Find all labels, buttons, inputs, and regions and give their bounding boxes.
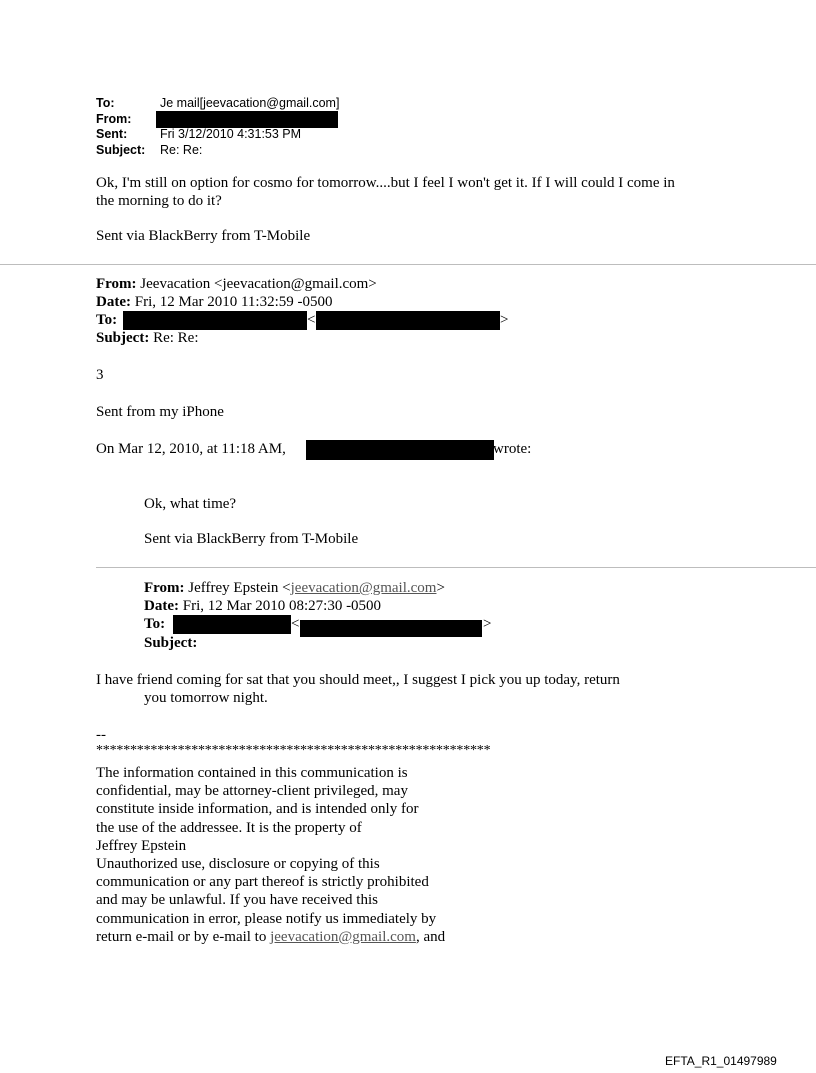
footer-dashes: -- xyxy=(96,727,106,743)
to-value: Je mail[jeevacation@gmail.com] xyxy=(160,96,340,110)
message3-body: Ok, what time? xyxy=(144,496,237,512)
message4-to xyxy=(144,616,165,633)
message4-to-open: < xyxy=(291,616,300,632)
message2-subject xyxy=(96,330,199,347)
message1-body-line1: Ok, I'm still on option for cosmo for tomorrow....but I feel I won't get it. If I will could I come in xyxy=(96,175,675,191)
message2-date-value: Fri, 12 Mar 2010 11:32:59 -0500 xyxy=(134,294,333,310)
message2-body: 3 xyxy=(96,367,104,383)
message4-body-line2: you tomorrow night. xyxy=(144,690,268,706)
message2-from-value: Jeevacation <jeevacation@gmail.com> xyxy=(140,276,377,292)
footer-last-suffix: , and xyxy=(415,928,446,945)
footer-line: Jeffrey Epstein xyxy=(96,837,187,854)
message2-to-label: To: xyxy=(96,312,118,328)
message4-subject xyxy=(144,635,197,652)
redaction-box xyxy=(300,620,482,637)
divider xyxy=(96,567,816,568)
message4-date-label: Date: xyxy=(144,598,179,614)
message4-date-value: Fri, 12 Mar 2010 08:27:30 -0500 xyxy=(182,598,382,614)
message2-quote-intro: On Mar 12, 2010, at 11:18 AM, xyxy=(96,441,286,457)
sent-value: Fri 3/12/2010 4:31:53 PM xyxy=(160,127,302,141)
message4-to-close: > xyxy=(483,616,492,632)
message3-signature: Sent via BlackBerry from T-Mobile xyxy=(144,531,359,547)
message4-to-label: To: xyxy=(144,616,166,632)
message4-date xyxy=(144,598,381,615)
message2-to xyxy=(96,312,117,329)
footer-line: The information contained in this communication is xyxy=(96,765,408,781)
message2-signature: Sent from my iPhone xyxy=(96,404,224,420)
message1-signature: Sent via BlackBerry from T-Mobile xyxy=(96,228,311,244)
redaction-box xyxy=(156,111,338,128)
divider xyxy=(0,264,816,265)
footer-line: the use of the addressee. It is the property of xyxy=(96,819,362,836)
message1-body-line2: the morning to do it? xyxy=(96,193,222,209)
message2-date-label: Date: xyxy=(96,294,131,310)
footer-email-link[interactable]: jeevacation@gmail.com xyxy=(270,928,416,945)
redaction-box xyxy=(306,440,494,460)
message4-body-line1: I have friend coming for sat that you should meet,, I suggest I pick you up today, return xyxy=(96,672,620,688)
footer-last-prefix: return e-mail or by e-mail to xyxy=(96,928,271,945)
footer-line: constitute inside information, and is intended only for xyxy=(96,801,419,818)
redaction-box xyxy=(316,311,500,330)
message2-quote-wrote: wrote: xyxy=(493,441,532,457)
message2-subject-label: Subject: xyxy=(96,330,150,346)
to-label: To: xyxy=(96,96,115,110)
message2-subject-value: Re: Re: xyxy=(153,330,199,346)
footer-stars: ********************************************************** xyxy=(96,743,491,758)
message2-from-label: From: xyxy=(96,276,137,292)
message2-date xyxy=(96,294,333,311)
message2-to-close: > xyxy=(500,312,509,328)
from-label: From: xyxy=(96,112,132,126)
footer-line: and may be unlawful. If you have received this xyxy=(96,892,378,909)
footer-line: Unauthorized use, disclosure or copying of this xyxy=(96,856,380,873)
message4-from xyxy=(144,580,445,597)
message4-from-close: > xyxy=(436,580,445,596)
message4-from-email-link[interactable]: jeevacation@gmail.com xyxy=(290,580,437,596)
footer-line: confidential, may be attorney-client privileged, may xyxy=(96,783,408,800)
message4-from-label: From: xyxy=(144,580,185,596)
sent-label: Sent: xyxy=(96,127,128,141)
subject-label: Subject: xyxy=(96,143,146,157)
footer-disclaimer xyxy=(96,764,445,946)
message2-from xyxy=(96,276,377,293)
message4-from-name: Jeffrey Epstein < xyxy=(188,580,291,596)
document-id: EFTA_R1_01497989 xyxy=(665,1054,777,1068)
footer-line: communication in error, please notify us immediately by xyxy=(96,910,437,927)
footer-line: communication or any part thereof is strictly prohibited xyxy=(96,874,429,891)
message4-subject-label: Subject: xyxy=(144,635,198,651)
redaction-box xyxy=(173,615,291,634)
footer-last-line xyxy=(96,928,445,946)
redaction-box xyxy=(123,311,307,330)
message2-to-open: < xyxy=(307,312,316,328)
subject-value: Re: Re: xyxy=(160,143,203,157)
